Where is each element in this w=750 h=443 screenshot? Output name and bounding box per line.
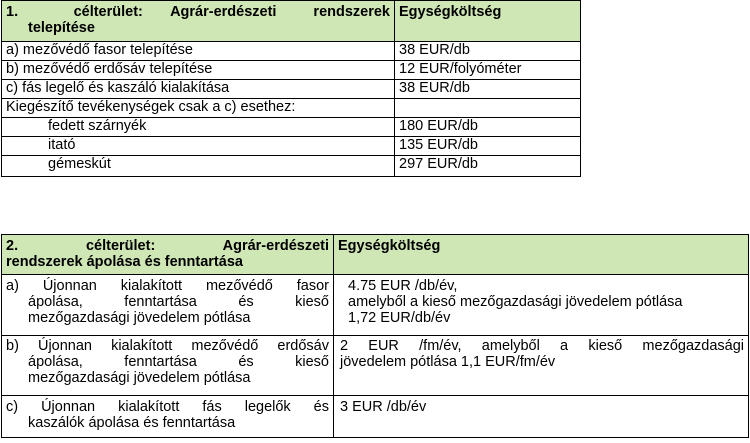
cost-line: 1,72 EUR/db/év [348,310,451,326]
table-row [2,118,581,137]
table-row [2,275,749,336]
table-row [2,156,581,177]
cost-line: amelyből a kieső mezőgazdasági jövedelem pótlása [348,294,683,310]
table1-sub-cost: 297 EUR/db [395,156,581,177]
table2-header-row [2,235,749,275]
cost-line: jövedelem pótlása 1,1 EUR/fm/év [340,354,556,370]
table1-row-label: a) mezővédő fasor telepítése [2,42,395,61]
cost-line: 2 EUR /fm/év, amelyből a kieső mezőgazdasági [340,338,744,354]
table2-row-cost [334,275,749,336]
table2-row-label [2,275,334,336]
table-row [2,137,581,156]
table2-row-label [2,336,334,396]
label-line: b) Újonnan kialakított mezővédő erdősáv [6,338,329,354]
table1-sub-cost: 180 EUR/db [395,118,581,137]
label-line: kaszálók ápolása és fenntartása [28,415,236,431]
table1-row-cost: 38 EUR/db [395,80,581,99]
table1-sub-cost: 135 EUR/db [395,137,581,156]
table-row [2,42,581,61]
table1-sub-label: itató [2,137,395,156]
table-row [2,80,581,99]
table1-header-cost: Egységköltség [395,1,581,42]
table-row [2,61,581,80]
table1-supplementary-header: Kiegészítő tevékenységek csak a c) esethez: [2,99,395,118]
table-maintenance [1,234,749,438]
table2-header-title [2,235,334,275]
table-row [2,336,749,396]
table-row [2,396,749,438]
table2-row-cost [334,336,749,396]
cost-line: 4.75 EUR /db/év, [348,278,458,294]
table-establishment [1,0,581,177]
table2-row-label [2,396,334,438]
table2-header-title-line1: 2. célterület: Agrár-erdészeti [6,238,329,254]
label-line: ápolása, fenntartása és kieső [28,294,329,310]
table1-row-cost-empty [395,99,581,118]
table1-sub-label: fedett szárnyék [2,118,395,137]
table1-header-title-line2: telepítése [28,20,95,36]
label-line: a) Újonnan kialakított mezővédő fasor [6,278,329,294]
table1-header-title-line1: 1. célterület: Agrár-erdészeti rendszerek [6,4,390,20]
table2-header-cost: Egységköltség [334,235,749,275]
label-line: c) Újonnan kialakított fás legelők és [6,399,329,415]
table1-header-title [2,1,395,42]
table-row [2,99,581,118]
table1-row-label: b) mezővédő erdősáv telepítése [2,61,395,80]
table2-row-cost [334,396,749,438]
label-line: mezőgazdasági jövedelem pótlása [28,370,251,386]
label-line: ápolása, fenntartása és kieső [28,354,329,370]
table1-row-cost: 12 EUR/folyóméter [395,61,581,80]
table1-header-row [2,1,581,42]
cost-line: 3 EUR /db/év [340,399,427,415]
table1-row-label: c) fás legelő és kaszáló kialakítása [2,80,395,99]
table1-sub-label: gémeskút [2,156,395,177]
table2-header-title-line2: rendszerek ápolása és fenntartása [6,254,243,270]
table1-row-cost: 38 EUR/db [395,42,581,61]
label-line: mezőgazdasági jövedelem pótlása [28,310,251,326]
